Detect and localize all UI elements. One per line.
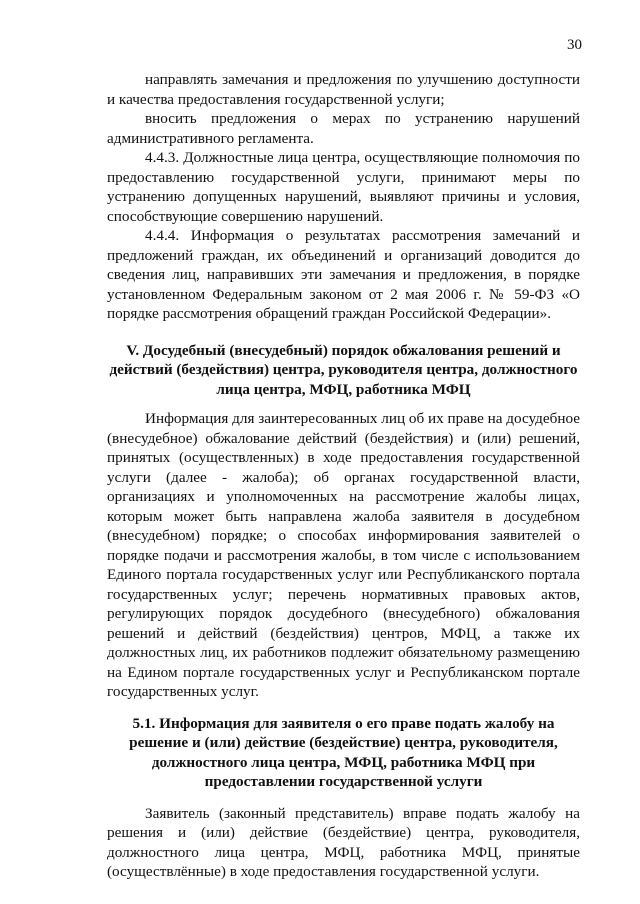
paragraph-4-4-4: 4.4.4. Информация о результатах рассмотрения замечаний и предложений граждан, их объединений и организаций доводится до сведения лиц, направивших эти замечания и предложения, в порядке установленном Федеральным законом от 2 мая 2006 г. № 59-ФЗ «О порядке рассмотрения обращений граждан Российской Федерации». [107,227,580,322]
page-content [107,70,580,882]
paragraph-4-4-3: 4.4.3. Должностные лица центра, осуществляющие полномочия по предоставлению государственной услуги, принимают меры по устранению допущенных нарушений, выявляют причины и условия, способствующие совершению нарушений. [107,149,580,225]
page-number: 30 [567,37,582,53]
section-5-paragraph: Информация для заинтересованных лиц об их праве на досудебное (внесудебное) обжалование действий (бездействия) и (или) решений, принятых (осуществленных) в ходе предоставления государственной услуги (далее - жалоба); об органах государственной власти, организациях и уполномоченных на рассмотрение жалобы лицах, которым может быть направлена жалоба заявителя в досудебном (внесудебном) порядке; о способах информирования заявителей о порядке подачи и рассмотрения жалобы, в том числе с использованием Единого портала государственных услуг или Республиканского портала государственных услуг; перечень нормативных правовых актов, регулирующих порядок досудебного (внесудебного) обжалования решений и действий (бездействия) центров, МФЦ, а также их должностных лиц, их работников подлежит обязательному размещению на Едином портале государственных услуг и Республиканском портале государственных услуг. [107,410,580,700]
section-5-1-heading: 5.1. Информация для заявителя о его праве подать жалобу на решение и (или) действие (бездействие) центра, руководителя, должностного лица центра, МФЦ, работника МФЦ при предоставлении государственной услуги [129,714,558,790]
section-5-1-paragraph: Заявитель (законный представитель) вправе подать жалобу на решения и (или) действие (бездействие) центра, руководителя, должностного лица центра, МФЦ, работника МФЦ, принятые (осуществлённые) в ходе предоставления государственной услуги. [107,804,580,880]
section-5-heading: V. Досудебный (внесудебный) порядок обжалования решений и действий (бездействия) центра, руководителя центра, должностного лица центра, МФЦ, работника МФЦ [109,341,578,398]
paragraph-remarks: направлять замечания и предложения по улучшению доступности и качества предоставления государственной услуги; [107,71,580,108]
paragraph-proposals: вносить предложения о мерах по устранению нарушений административного регламента. [107,110,580,147]
